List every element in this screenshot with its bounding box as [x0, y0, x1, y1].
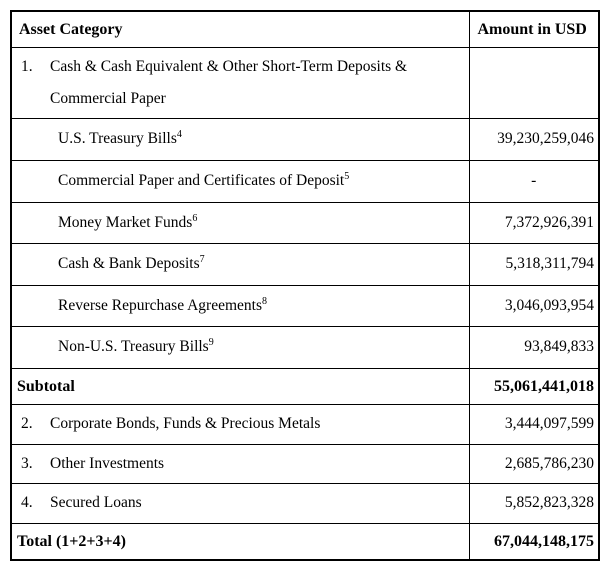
asset-category-cell	[11, 327, 469, 369]
table-row-total	[11, 368, 599, 404]
table-row-total	[11, 523, 599, 560]
table-row-sub	[11, 119, 599, 161]
asset-label: Non-U.S. Treasury Bills	[58, 338, 209, 356]
amount-cell: 39,230,259,046	[469, 119, 599, 161]
amount-cell: -	[469, 160, 599, 202]
asset-label: Reverse Repurchase Agreements	[58, 296, 263, 314]
table-row-category	[11, 484, 599, 524]
amount-cell: 93,849,833	[469, 327, 599, 369]
amount-cell: 3,046,093,954	[469, 285, 599, 327]
amount-cell: 5,852,823,328	[469, 484, 599, 524]
asset-label-line	[21, 494, 463, 513]
total-label: Total (1+2+3+4)	[17, 532, 126, 550]
row-number: 3.	[21, 454, 33, 472]
asset-category-cell	[11, 444, 469, 484]
table-row-sub	[11, 160, 599, 202]
table-row-sub	[11, 244, 599, 286]
asset-category-cell	[11, 405, 469, 445]
footnote-ref: 5	[344, 170, 350, 182]
asset-category-cell	[11, 523, 469, 560]
amount-cell: 67,044,148,175	[469, 523, 599, 560]
asset-label-line	[21, 58, 463, 77]
header-row	[11, 11, 599, 48]
amount-cell	[469, 48, 599, 119]
footnote-ref: 6	[192, 212, 198, 224]
footnote-ref: 8	[262, 295, 268, 307]
asset-category-cell	[11, 368, 469, 404]
amount-cell: 7,372,926,391	[469, 202, 599, 244]
asset-label: Other Investments	[50, 454, 165, 472]
row-number: 4.	[21, 494, 33, 512]
column-header-asset-category: Asset Category	[11, 11, 469, 48]
row-number: 1.	[21, 58, 33, 76]
asset-label: Cash & Bank Deposits	[58, 255, 200, 273]
asset-category-cell	[11, 202, 469, 244]
asset-label-line	[21, 415, 463, 434]
amount-cell: 55,061,441,018	[469, 368, 599, 404]
asset-category-cell	[11, 244, 469, 286]
asset-label: Cash & Cash Equivalent & Other Short-Term Deposits &	[50, 58, 408, 76]
asset-label-line	[50, 90, 463, 109]
asset-label: Commercial Paper	[50, 89, 166, 107]
table-body	[11, 48, 599, 560]
asset-label: Corporate Bonds, Funds & Precious Metals	[50, 415, 321, 433]
asset-label: Money Market Funds	[58, 213, 193, 231]
asset-category-cell	[11, 285, 469, 327]
footnote-ref: 4	[176, 129, 182, 141]
asset-label-line	[21, 455, 463, 474]
table-row-sub	[11, 327, 599, 369]
row-number: 2.	[21, 415, 33, 433]
asset-label: U.S. Treasury Bills	[58, 130, 177, 148]
amount-cell: 2,685,786,230	[469, 444, 599, 484]
asset-category-cell	[11, 160, 469, 202]
amount-cell: 5,318,311,794	[469, 244, 599, 286]
footnote-ref: 9	[208, 337, 214, 349]
asset-category-table	[10, 10, 600, 561]
table-row-sub	[11, 202, 599, 244]
table-row-category	[11, 444, 599, 484]
asset-category-cell	[11, 119, 469, 161]
footnote-ref: 7	[199, 254, 205, 265]
asset-category-cell	[11, 484, 469, 524]
asset-category-cell	[11, 48, 469, 119]
table-row-category	[11, 48, 599, 119]
asset-label: Secured Loans	[50, 494, 142, 512]
asset-label: Commercial Paper and Certificates of Deposit	[58, 171, 345, 189]
table-row-category	[11, 405, 599, 445]
amount-cell: 3,444,097,599	[469, 405, 599, 445]
table-row-sub	[11, 285, 599, 327]
column-header-amount-in-usd: Amount in USD	[469, 11, 599, 48]
total-label: Subtotal	[17, 377, 75, 395]
